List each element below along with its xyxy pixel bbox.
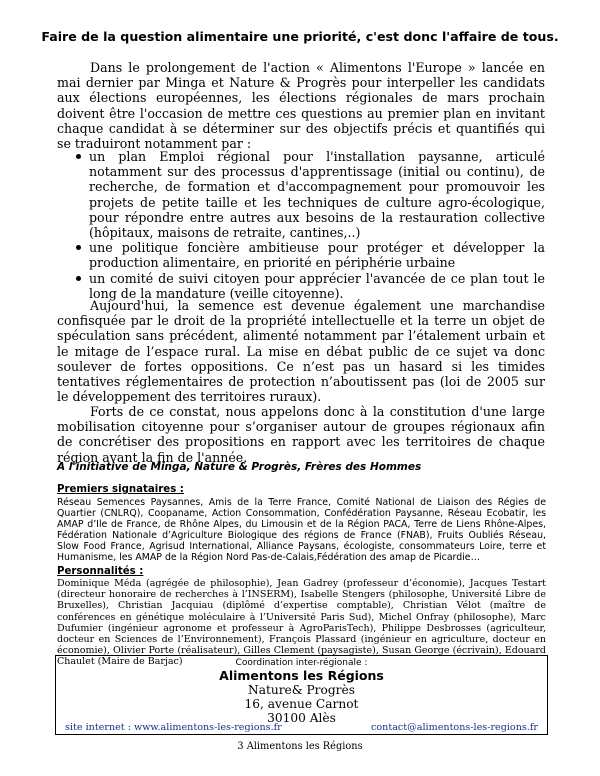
signatories-heading: Premiers signataires :: [57, 484, 184, 495]
personalities-heading: Personnalités :: [57, 566, 144, 577]
website-link[interactable]: site internet : www.alimentons-les-regions.fr: [65, 722, 282, 733]
intro-paragraph: [57, 60, 545, 151]
coordination-box: [55, 655, 548, 735]
list-item: un comité de suivi citoyen pour apprécier l'avancée de ce plan tout le long de la mandature (veille citoyenne).: [74, 271, 545, 301]
intro-paragraph-text: Dans le prolongement de l'action « Alimentons l'Europe » lancée en mai dernier par Minga et Nature & Progrès pour interpeller les candidats aux élections européennes, les élections régionales de mars prochain doivent être l'occasion de mettre ces questions au premier plan en invitant chaque candidat à se déterminer sur des objectifs précis et quantifiés qui se traduiront notamment par :: [57, 60, 545, 152]
coordination-name: Alimentons les Régions: [219, 668, 384, 683]
proposals-list: [74, 149, 545, 301]
coordination-street: 16, avenue Carnot: [244, 697, 359, 711]
list-item: un plan Emploi régional pour l'installation paysanne, articulé notamment sur des processus d'apprentissage (initial ou continu), de recherche, de formation et d'accompagnement pour promouvoir les projets de petite taille et les techniques de culture agro-écologique, pour répondre entre autres aux besoins de la restauration collective (hôpitaux, maisons de retraite, cantines,..): [74, 149, 545, 240]
coordination-label: Coordination inter-régionale :: [235, 658, 368, 668]
call-paragraph-text: Forts de ce constat, nous appelons donc à la constitution d'une large mobilisation citoyenne pour s’organiser autour de groupes régionaux afin de concrétiser des propositions en rapport avec les territoires de chaque région avant la fin de l'année.: [57, 404, 545, 465]
seeds-paragraph: [57, 298, 545, 404]
page-footer: 3 Alimentons les Régions: [237, 741, 363, 752]
coordination-org: Nature& Progrès: [248, 683, 355, 697]
contact-email-link[interactable]: contact@alimentons-les-regions.fr: [371, 722, 538, 733]
page-title: Faire de la question alimentaire une priorité, c'est donc l'affaire de tous.: [41, 29, 559, 44]
initiative-line: A l'initiative de Minga, Nature & Progrès, Frères des Hommes: [57, 461, 422, 473]
list-item: une politique foncière ambitieuse pour protéger et développer la production alimentaire, en priorité en périphérie urbaine: [74, 240, 545, 270]
seeds-paragraph-text: Aujourd'hui, la semence est devenue également une marchandise confisquée par le droit de la propriété intellectuelle et la terre un objet de spéculation sans précédent, alimenté notamment par l’étalement urbain et le mitage de l’espace rural. La mise en débat public de ce sujet va donc soulever de fortes oppositions. Ce n’est pas un hasard si les timides tentatives réglementaires de protection n’aboutissent pas (loi de 2005 sur le développement des territoires ruraux).: [57, 298, 545, 405]
call-paragraph: [57, 404, 545, 465]
signatories-list: Réseau Semences Paysannes, Amis de la Terre France, Comité National de Liaison des Régies de Quartier (CNLRQ), Coopaname, Action Consommation, Confédération Paysanne, Réseau Ecobatir, les AMAP d’Ile de France, de Rhône Alpes, du Limousin et de la Région PACA, Terre de Liens Rhône-Alpes, Fédération Nationale d’Agriculture Biologique des régions de France (FNAB), Fruits Oubliés Réseau, Slow Food France, Agrisud International, Alliance Paysans, écologiste, consommateurs Loire, terre et Humanisme, les AMAP de la Région Nord Pas-de-Calais,Fédération des amap de Picardie…: [57, 497, 546, 564]
personalities-list: Dominique Méda (agrégée de philosophie), Jean Gadrey (professeur d’économie), Jacques Testart (directeur honoraire de recherches à l’INSERM), Isabelle Stengers (philosophe, Université Libre de Bruxelles), Christian Jacquiau (diplômé d’expertise comptable), Christian Vélot (maître de conférences en génétique moléculaire à l’Université Paris Sud), Michel Onfray (philosophe), Marc Dufumier (ingénieur agronome et professeur à AgroParisTech), Philippe Desbrosses (agriculteur, docteur en Sciences de l’Environnement), François Plassard (ingénieur en agriculture, docteur en économie), Olivier Porte (réalisateur), Gilles Clement (paysagiste), Susan George (écrivain), Edouard Chaulet (Maire de Barjac): [57, 578, 546, 668]
coordination-city: 30100 Alès: [267, 711, 336, 725]
